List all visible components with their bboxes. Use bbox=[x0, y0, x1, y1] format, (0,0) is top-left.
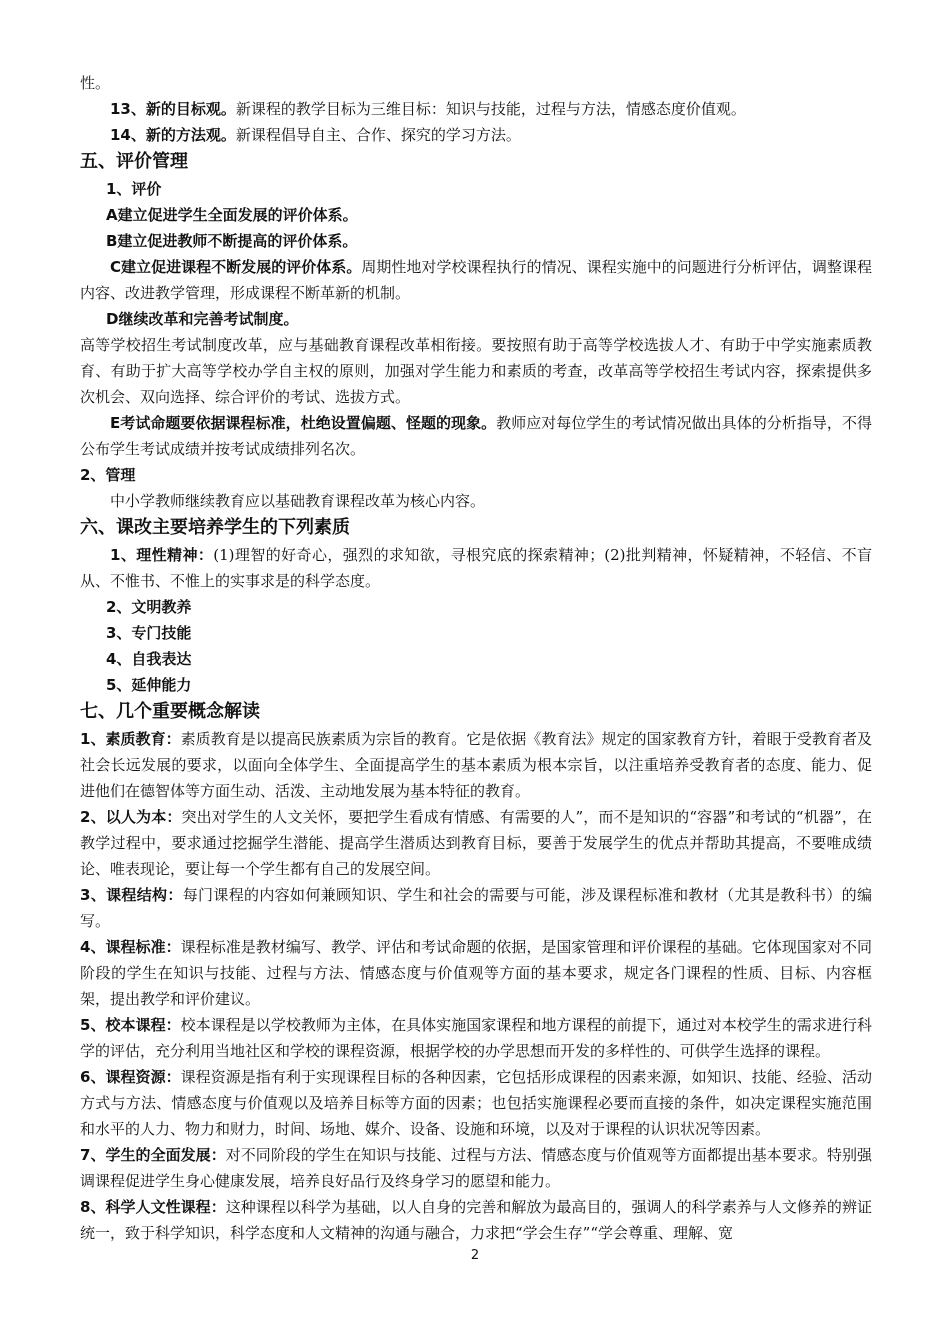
concept-item bbox=[80, 726, 872, 804]
item-1-label: 1、理性精神： bbox=[110, 546, 214, 564]
concept-text: 素质教育是以提高民族素质为宗旨的教育。它是依据《教育法》规定的国家教育方针，着眼于受教育者及社会长远发展的要求，以面向全体学生、全面提高学生的基本素质为根本宗旨，以注重培养受教育者的态度、能力、促进他们在德智体等方面生动、活泼、主动地发展为基本特征的教育。 bbox=[80, 730, 872, 800]
concept-item bbox=[80, 1064, 872, 1142]
section-5-sub-2-text: 中小学教师继续教育应以基础教育课程改革为核心内容。 bbox=[110, 492, 486, 510]
item-13-text: 新课程的教学目标为三维目标：知识与技能，过程与方法，情感态度价值观。 bbox=[235, 100, 746, 118]
concept-label: 8、科学人文性课程： bbox=[80, 1198, 226, 1216]
item-1-text: (1)理智的好奇心，强烈的求知欲，寻根究底的探索精神；(2)批判精神，怀疑精神，不轻信、不盲从、不惟书、不惟上的实事求是的科学态度。 bbox=[80, 546, 872, 590]
concept-label: 6、课程资源： bbox=[80, 1068, 181, 1086]
section-5-item-e bbox=[80, 410, 872, 462]
section-6-item-1 bbox=[80, 542, 872, 594]
section-5-heading: 五、评价管理 bbox=[80, 151, 188, 172]
section-6-item-2: 2、文明教养 bbox=[106, 598, 192, 616]
concept-item bbox=[80, 804, 872, 882]
section-5-item-b: B建立促进教师不断提高的评价体系。 bbox=[106, 232, 358, 250]
section-5-item-a: A建立促进学生全面发展的评价体系。 bbox=[106, 206, 358, 224]
item-14 bbox=[80, 122, 872, 148]
item-e-label: E考试命题要依据课程标准，杜绝设置偏题、怪题的现象。 bbox=[110, 414, 497, 432]
item-c-text: 周期性地对学校课程执行的情况、课程实施中的问题进行分析评估，调整课程内容、改进教学管理，形成课程不断革新的机制。 bbox=[80, 258, 872, 302]
concept-text: 课程标准是教材编写、教学、评估和考试命题的依据，是国家管理和评价课程的基础。它体现国家对不同阶段的学生在知识与技能、过程与方法、情感态度与价值观等方面的基本要求，规定各门课程的性质、目标、内容框架，提出教学和评价建议。 bbox=[80, 938, 872, 1008]
section-6-item-5: 5、延伸能力 bbox=[106, 676, 192, 694]
section-5-sub-1: 1、评价 bbox=[106, 180, 162, 198]
concept-item bbox=[80, 1194, 872, 1246]
concept-item bbox=[80, 1142, 872, 1194]
concept-text: 每门课程的内容如何兼顾知识、学生和社会的需要与可能，涉及课程标准和教材（尤其是教科书）的编写。 bbox=[80, 886, 872, 930]
concept-item bbox=[80, 882, 872, 934]
concept-text: 这种课程以科学为基础，以人自身的完善和解放为最高目的，强调人的科学素养与人文修养的辨证统一，致于科学知识，科学态度和人文精神的沟通与融合，力求把“学会生存”“学会尊重、理解、宽 bbox=[80, 1198, 872, 1242]
page-number: 2 bbox=[470, 1248, 480, 1263]
continued-text: 性。 bbox=[80, 74, 111, 92]
section-6-item-3: 3、专门技能 bbox=[106, 624, 192, 642]
concept-text: 突出对学生的人文关怀，要把学生看成有情感、有需要的人”，而不是知识的“容器”和考试的“机器”，在教学过程中，要求通过挖掘学生潜能、提高学生潜质达到教育目标，要善于发展学生的优点并帮助其提高，不要唯成绩论、唯表现论，要让每一个学生都有自己的发展空间。 bbox=[80, 808, 872, 878]
section-7-heading: 七、几个重要概念解读 bbox=[80, 701, 260, 722]
section-5-item-c bbox=[80, 254, 872, 306]
section-5-sub-2: 2、管理 bbox=[80, 466, 136, 484]
section-6-item-4: 4、自我表达 bbox=[106, 650, 192, 668]
item-14-label: 14、新的方法观。 bbox=[110, 126, 236, 144]
item-14-text: 新课程倡导自主、合作、探究的学习方法。 bbox=[235, 126, 521, 144]
concept-text: 校本课程是以学校教师为主体，在具体实施国家课程和地方课程的前提下，通过对本校学生的需求进行科学的评估，充分利用当地社区和学校的课程资源，根据学校的办学思想而开发的多样性的、可供学生选择的课程。 bbox=[80, 1016, 872, 1060]
item-c-label: C建立促进课程不断发展的评价体系。 bbox=[110, 258, 362, 276]
item-13-label: 13、新的目标观。 bbox=[110, 100, 236, 118]
section-6-heading: 六、课改主要培养学生的下列素质 bbox=[80, 517, 350, 538]
concept-label: 4、课程标准： bbox=[80, 938, 181, 956]
concept-item bbox=[80, 934, 872, 1012]
concept-label: 3、课程结构： bbox=[80, 886, 183, 904]
section-5-item-d-text: 高等学校招生考试制度改革，应与基础教育课程改革相衔接。要按照有助于高等学校选拔人才、有助于中学实施素质教育、有助于扩大高等学校办学自主权的原则，加强对学生能力和素质的考查，改革高等学校招生考试内容，探索提供多次机会、双向选择、综合评价的考试、选拔方式。 bbox=[80, 336, 872, 406]
item-e-text: 教师应对每位学生的考试情况做出具体的分析指导，不得公布学生考试成绩并按考试成绩排列名次。 bbox=[80, 414, 872, 458]
item-13 bbox=[80, 96, 872, 122]
concept-text: 对不同阶段的学生在知识与技能、过程与方法、情感态度与价值观等方面都提出基本要求。特别强调课程促进学生身心健康发展，培养良好品行及终身学习的愿望和能力。 bbox=[80, 1146, 872, 1190]
concept-text: 课程资源是指有利于实现课程目标的各种因素，它包括形成课程的因素来源，如知识、技能、经验、活动方式与方法、情感态度与价值观以及培养目标等方面的因素；也包括实施课程必要而直接的条件，如决定课程实施范围和水平的人力、物力和财力，时间、场地、媒介、设备、设施和环境，以及对于课程的认识状况等因素。 bbox=[80, 1068, 872, 1138]
section-5-item-d: D继续改革和完善考试制度。 bbox=[106, 310, 299, 328]
concept-item bbox=[80, 1012, 872, 1064]
concept-label: 5、校本课程： bbox=[80, 1016, 181, 1034]
concept-label: 2、以人为本： bbox=[80, 808, 182, 826]
document-page bbox=[80, 70, 872, 1246]
concept-label: 7、学生的全面发展： bbox=[80, 1146, 226, 1164]
concept-label: 1、素质教育： bbox=[80, 730, 181, 748]
